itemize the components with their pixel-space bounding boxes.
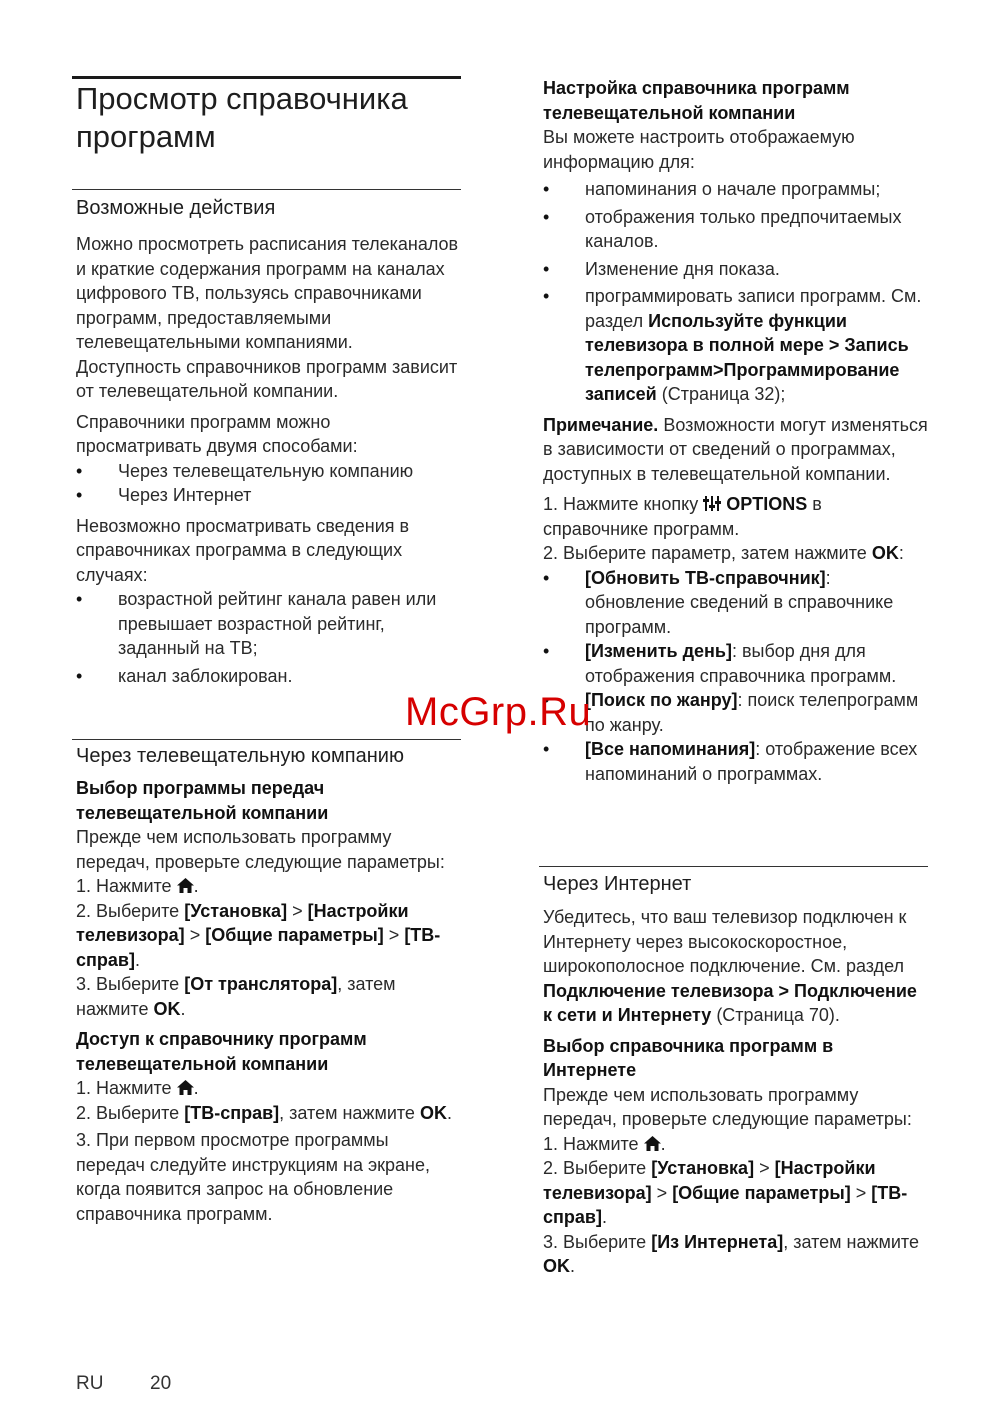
broadcaster-guide-body [76, 776, 460, 1226]
step-3: 3. При первом просмотре программы передач следуйте инструкциям на экране, когда появится запрос на обновление справочника программ. [76, 1130, 431, 1224]
step-1: 1. Нажмите . [76, 1078, 199, 1098]
list-item: • напоминания о начале программы; [543, 177, 928, 202]
list-item: • отображения только предпочитаемых каналов. [543, 205, 928, 254]
cross-reference-link[interactable]: Подключение телевизора > Подключение к сети и Интернету [543, 980, 917, 1025]
step-3: 3. Выберите [От транслятора], затем нажмите OK. [76, 974, 396, 1019]
home-icon [177, 878, 194, 893]
options-icon [703, 496, 721, 511]
title-rule [72, 76, 461, 79]
home-icon [177, 1080, 194, 1095]
list-item: • Через Интернет [76, 483, 460, 508]
step-2: 2. Выберите [Установка] > [Настройки телевизора] > [Общие параметры] > [ТВ-справ]. [543, 1158, 908, 1227]
watermark: McGrp.Ru [405, 690, 592, 734]
list-item: • возрастной рейтинг канала равен или превышает возрастной рейтинг, заданный на ТВ; [76, 587, 460, 661]
list-item: • [Поиск по жанру]: поиск телепрограмм по жанру. [543, 688, 928, 737]
list-item: • [Все напоминания]: отображение всех напоминаний о программах. [543, 737, 928, 786]
possible-actions-body [76, 232, 460, 688]
section-heading: Через Интернет [543, 873, 692, 895]
paragraph: Прежде чем использовать программу передач, проверьте следующие параметры: [76, 827, 445, 872]
paragraph: Вы можете настроить отображаемую информацию для: [543, 127, 855, 172]
customize-guide-body [543, 76, 928, 786]
list-item: • Через телевещательную компанию [76, 459, 460, 484]
section-heading: Возможные действия [76, 197, 276, 219]
section-heading: Через телевещательную компанию [76, 745, 404, 767]
home-icon [644, 1136, 661, 1151]
section-rule [539, 866, 928, 867]
list-item: • Изменение дня показа. [543, 257, 928, 282]
paragraph: Убедитесь, что ваш телевизор подключен к Интернету через высокоскоростное, широкополосное подключение. См. раздел Подключение телевизора > Подключение к сети и Интернету (Страница 70). [543, 907, 917, 1025]
page-number: 20 [150, 1373, 172, 1394]
section-rule [72, 739, 461, 740]
footer-language: RU [76, 1373, 104, 1394]
step-2: 2. Выберите параметр, затем нажмите OK: [543, 543, 904, 563]
list-item: • программировать записи программ. См. раздел Используйте функции телевизора в полной мере > Запись телепрограмм>Программирование записей (Страница 32); [543, 284, 928, 407]
list-item: • [Изменить день]: выбор дня для отображения справочника программ. [543, 639, 928, 688]
section-rule [72, 189, 461, 190]
step-2: 2. Выберите [Установка] > [Настройки телевизора] > [Общие параметры] > [ТВ-справ]. [76, 900, 441, 970]
step-1: 1. Нажмите . [76, 876, 199, 896]
list-item: • [Обновить ТВ-справочник]: обновление сведений в справочнике программ. [543, 566, 928, 640]
cross-reference-link[interactable]: Используйте функции телевизора в полной мере > Запись телепрограмм>Программирование записей [585, 310, 909, 404]
paragraph: Невозможно просматривать сведения в справочниках программа в следующих случаях: [76, 515, 410, 585]
subheading: Выбор программы передач телевещательной компании [76, 778, 329, 823]
note: Примечание. Возможности могут изменяться в зависимости от сведений о программах, доступных в телевещательной компании. [543, 414, 928, 484]
paragraph: Можно просмотреть расписания телеканалов и краткие содержания программ на каналах цифрового ТВ, пользуясь справочниками программ, предоставляемыми телевещательными компаниями. Доступность справочников программ зависит от телевещательной компании. [76, 234, 459, 401]
subheading: Выбор справочника программ в Интернете [543, 1035, 834, 1080]
list-item: • канал заблокирован. [76, 664, 460, 689]
paragraph: Справочники программ можно просматривать двумя способами: [76, 411, 358, 456]
subheading: Доступ к справочнику программ телевещательной компании [76, 1029, 367, 1074]
page-title: Просмотр справочника программ [76, 81, 408, 154]
subheading: Настройка справочника программ телевещательной компании [543, 78, 850, 123]
paragraph: Прежде чем использовать программу передач, проверьте следующие параметры: [543, 1084, 912, 1129]
step-1: 1. Нажмите . [543, 1133, 666, 1154]
step-1: 1. Нажмите кнопку OPTIONS в справочнике программ. [543, 494, 822, 539]
internet-guide-body [543, 905, 928, 1279]
step-3: 3. Выберите [Из Интернета], затем нажмите OK. [543, 1231, 919, 1276]
step-2: 2. Выберите [ТВ-справ], затем нажмите OK. [76, 1102, 452, 1123]
